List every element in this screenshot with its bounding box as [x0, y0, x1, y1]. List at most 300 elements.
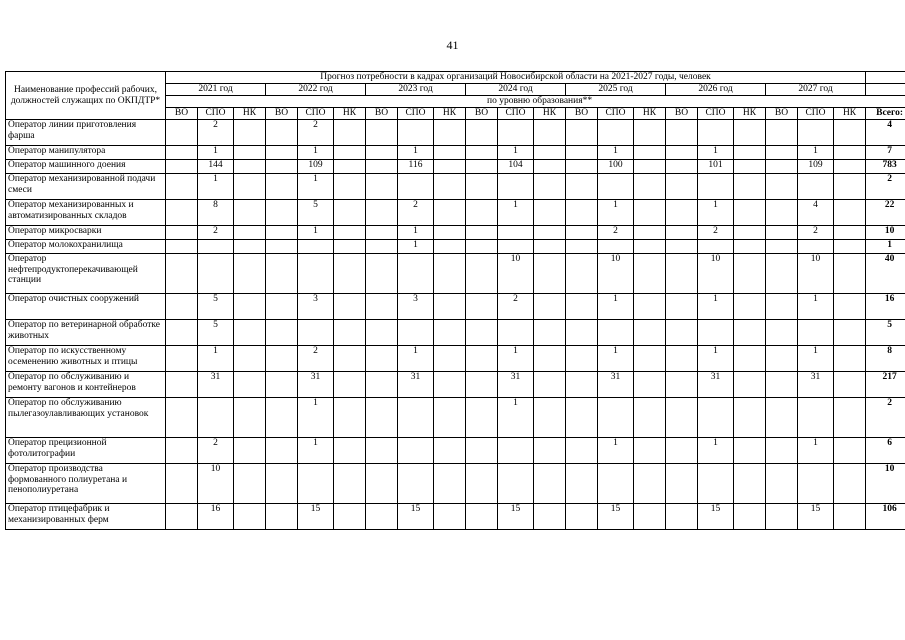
cell-spo: 2: [298, 120, 334, 146]
level-header: НК: [634, 108, 666, 120]
cell-vo: [166, 372, 198, 398]
cell-vo: [366, 464, 398, 504]
row-total: 106: [866, 504, 905, 530]
row-total: 5: [866, 320, 905, 346]
cell-nk: [534, 254, 566, 294]
cell-vo: [266, 320, 298, 346]
cell-vo: [466, 398, 498, 438]
cell-nk: [434, 226, 466, 240]
profession-name: Оператор по искусственному осеменению животных и птицы: [6, 346, 166, 372]
cell-spo: 15: [298, 504, 334, 530]
cell-spo: [298, 320, 334, 346]
cell-nk: [334, 398, 366, 438]
cell-vo: [466, 174, 498, 200]
cell-nk: [434, 346, 466, 372]
cell-nk: [334, 464, 366, 504]
cell-vo: [166, 240, 198, 254]
table-row: [6, 398, 905, 438]
cell-nk: [534, 320, 566, 346]
cell-nk: [334, 254, 366, 294]
cell-spo: [398, 438, 434, 464]
cell-nk: [434, 372, 466, 398]
cell-nk: [834, 372, 866, 398]
year-header: 2027 год: [766, 84, 866, 96]
cell-spo: [698, 464, 734, 504]
total-header: Всего:: [866, 108, 905, 120]
cell-nk: [734, 254, 766, 294]
cell-nk: [334, 120, 366, 146]
cell-vo: [766, 240, 798, 254]
cell-vo: [566, 294, 598, 320]
cell-nk: [234, 226, 266, 240]
cell-nk: [534, 372, 566, 398]
row-total: 16: [866, 294, 905, 320]
table-row: [6, 160, 905, 174]
cell-nk: [434, 398, 466, 438]
cell-spo: 2: [198, 120, 234, 146]
cell-spo: [798, 174, 834, 200]
cell-vo: [166, 464, 198, 504]
cell-vo: [466, 226, 498, 240]
cell-nk: [234, 346, 266, 372]
table-row: [6, 254, 905, 294]
table-row: [6, 226, 905, 240]
cell-nk: [334, 200, 366, 226]
row-total: 217: [866, 372, 905, 398]
cell-vo: [666, 464, 698, 504]
cell-nk: [734, 438, 766, 464]
cell-nk: [334, 294, 366, 320]
cell-spo: [698, 240, 734, 254]
cell-nk: [634, 146, 666, 160]
cell-spo: 1: [298, 146, 334, 160]
cell-spo: [498, 320, 534, 346]
cell-vo: [166, 398, 198, 438]
cell-spo: 1: [198, 346, 234, 372]
cell-nk: [234, 200, 266, 226]
cell-spo: [298, 464, 334, 504]
cell-nk: [234, 146, 266, 160]
cell-nk: [434, 254, 466, 294]
cell-spo: 31: [598, 372, 634, 398]
cell-spo: 10: [198, 464, 234, 504]
cell-vo: [566, 120, 598, 146]
year-header: 2024 год: [466, 84, 566, 96]
cell-nk: [634, 372, 666, 398]
cell-vo: [566, 254, 598, 294]
cell-nk: [234, 120, 266, 146]
cell-nk: [534, 160, 566, 174]
cell-vo: [166, 294, 198, 320]
profession-name: Оператор по обслуживанию и ремонту вагонов и контейнеров: [6, 372, 166, 398]
cell-spo: 15: [498, 504, 534, 530]
cell-vo: [666, 398, 698, 438]
level-header: СПО: [798, 108, 834, 120]
cell-nk: [834, 504, 866, 530]
cell-vo: [266, 464, 298, 504]
cell-vo: [466, 464, 498, 504]
cell-vo: [166, 160, 198, 174]
cell-vo: [166, 120, 198, 146]
cell-nk: [334, 438, 366, 464]
cell-spo: 1: [798, 294, 834, 320]
level-header: СПО: [598, 108, 634, 120]
cell-nk: [634, 120, 666, 146]
table-row: [6, 438, 905, 464]
cell-spo: 1: [598, 200, 634, 226]
cell-spo: 1: [798, 438, 834, 464]
cell-nk: [634, 160, 666, 174]
cell-nk: [634, 254, 666, 294]
cell-vo: [766, 254, 798, 294]
cell-vo: [566, 174, 598, 200]
cell-vo: [766, 294, 798, 320]
cell-spo: 4: [798, 200, 834, 226]
cell-vo: [566, 160, 598, 174]
row-total: 6: [866, 438, 905, 464]
forecast-title: Прогноз потребности в кадрах организаций Новосибирской области на 2021-2027 годы, человек: [166, 72, 866, 84]
year-header: 2021 год: [166, 84, 266, 96]
cell-nk: [634, 200, 666, 226]
cell-vo: [566, 464, 598, 504]
profession-name: Оператор механизированных и автоматизированных складов: [6, 200, 166, 226]
cell-vo: [366, 398, 398, 438]
cell-spo: 31: [498, 372, 534, 398]
cell-nk: [234, 160, 266, 174]
cell-vo: [266, 226, 298, 240]
table-row: [6, 120, 905, 146]
cell-nk: [634, 438, 666, 464]
row-total: 10: [866, 464, 905, 504]
cell-nk: [634, 464, 666, 504]
level-header: НК: [834, 108, 866, 120]
cell-spo: [698, 320, 734, 346]
cell-spo: 100: [598, 160, 634, 174]
cell-nk: [434, 146, 466, 160]
cell-spo: [498, 240, 534, 254]
cell-vo: [566, 146, 598, 160]
row-total: 2: [866, 398, 905, 438]
cell-nk: [234, 294, 266, 320]
cell-vo: [566, 346, 598, 372]
cell-nk: [534, 398, 566, 438]
cell-spo: 15: [798, 504, 834, 530]
level-header: ВО: [466, 108, 498, 120]
cell-nk: [734, 372, 766, 398]
cell-nk: [234, 240, 266, 254]
table-row: [6, 294, 905, 320]
cell-vo: [566, 240, 598, 254]
header-spacer: [866, 84, 905, 96]
cell-vo: [266, 120, 298, 146]
cell-nk: [834, 174, 866, 200]
cell-vo: [666, 254, 698, 294]
cell-vo: [266, 254, 298, 294]
level-header: СПО: [398, 108, 434, 120]
cell-vo: [366, 160, 398, 174]
cell-vo: [466, 120, 498, 146]
cell-nk: [234, 438, 266, 464]
cell-vo: [366, 240, 398, 254]
cell-spo: 31: [198, 372, 234, 398]
cell-spo: 15: [698, 504, 734, 530]
cell-spo: 1: [598, 294, 634, 320]
cell-nk: [334, 240, 366, 254]
cell-nk: [234, 504, 266, 530]
cell-spo: [398, 174, 434, 200]
cell-nk: [734, 120, 766, 146]
cell-spo: 10: [498, 254, 534, 294]
cell-spo: 10: [798, 254, 834, 294]
level-header: СПО: [698, 108, 734, 120]
cell-vo: [466, 372, 498, 398]
cell-spo: 1: [398, 346, 434, 372]
cell-vo: [166, 320, 198, 346]
cell-vo: [566, 200, 598, 226]
cell-nk: [734, 226, 766, 240]
cell-spo: 31: [798, 372, 834, 398]
cell-vo: [366, 174, 398, 200]
cell-spo: 2: [798, 226, 834, 240]
cell-nk: [634, 294, 666, 320]
cell-nk: [534, 294, 566, 320]
cell-vo: [566, 398, 598, 438]
cell-nk: [734, 398, 766, 438]
cell-spo: 2: [198, 438, 234, 464]
level-header: НК: [334, 108, 366, 120]
cell-nk: [534, 240, 566, 254]
cell-vo: [166, 504, 198, 530]
profession-name: Оператор манипулятора: [6, 146, 166, 160]
level-header: ВО: [366, 108, 398, 120]
cell-spo: 1: [298, 398, 334, 438]
level-header: ВО: [566, 108, 598, 120]
cell-spo: 8: [198, 200, 234, 226]
cell-spo: [698, 120, 734, 146]
cell-spo: [298, 254, 334, 294]
cell-spo: 1: [298, 438, 334, 464]
profession-name: Оператор птицефабрик и механизированных ферм: [6, 504, 166, 530]
cell-spo: [498, 120, 534, 146]
cell-vo: [366, 294, 398, 320]
level-header: НК: [734, 108, 766, 120]
cell-vo: [366, 226, 398, 240]
cell-vo: [766, 174, 798, 200]
cell-spo: 15: [398, 504, 434, 530]
level-header: ВО: [266, 108, 298, 120]
cell-spo: [698, 174, 734, 200]
cell-spo: 3: [298, 294, 334, 320]
cell-vo: [266, 346, 298, 372]
cell-nk: [534, 464, 566, 504]
cell-nk: [434, 504, 466, 530]
profession-name: Оператор по ветеринарной обработке животных: [6, 320, 166, 346]
cell-nk: [834, 200, 866, 226]
cell-spo: [398, 464, 434, 504]
cell-vo: [566, 372, 598, 398]
table-row: [6, 174, 905, 200]
cell-nk: [834, 254, 866, 294]
cell-vo: [466, 200, 498, 226]
cell-vo: [166, 254, 198, 294]
cell-nk: [634, 346, 666, 372]
cell-spo: 2: [598, 226, 634, 240]
cell-nk: [834, 346, 866, 372]
year-header: 2026 год: [666, 84, 766, 96]
cell-nk: [334, 320, 366, 346]
cell-nk: [734, 294, 766, 320]
cell-nk: [634, 226, 666, 240]
cell-spo: [598, 240, 634, 254]
cell-spo: 1: [698, 346, 734, 372]
cell-vo: [766, 372, 798, 398]
table-row: [6, 200, 905, 226]
cell-vo: [766, 398, 798, 438]
cell-spo: 3: [398, 294, 434, 320]
row-total: 10: [866, 226, 905, 240]
cell-vo: [666, 504, 698, 530]
cell-spo: 109: [298, 160, 334, 174]
cell-vo: [366, 200, 398, 226]
cell-spo: 1: [798, 346, 834, 372]
cell-vo: [766, 226, 798, 240]
profession-name: Оператор молокохранилища: [6, 240, 166, 254]
cell-vo: [766, 200, 798, 226]
table-row: [6, 146, 905, 160]
cell-nk: [234, 398, 266, 438]
cell-vo: [666, 226, 698, 240]
cell-vo: [266, 146, 298, 160]
cell-nk: [434, 200, 466, 226]
table-row: [6, 320, 905, 346]
cell-nk: [634, 174, 666, 200]
level-header: ВО: [666, 108, 698, 120]
cell-vo: [666, 346, 698, 372]
cell-spo: 109: [798, 160, 834, 174]
cell-spo: [398, 120, 434, 146]
cell-vo: [666, 200, 698, 226]
cell-vo: [266, 240, 298, 254]
cell-spo: 1: [298, 226, 334, 240]
cell-spo: 10: [698, 254, 734, 294]
cell-vo: [566, 320, 598, 346]
profession-name: Оператор прецизионной фотолитографии: [6, 438, 166, 464]
cell-nk: [234, 320, 266, 346]
year-header: 2022 год: [266, 84, 366, 96]
cell-vo: [266, 438, 298, 464]
row-total: 7: [866, 146, 905, 160]
cell-nk: [634, 504, 666, 530]
staffing-forecast-table: [5, 71, 905, 530]
cell-spo: 31: [298, 372, 334, 398]
row-total: 40: [866, 254, 905, 294]
cell-nk: [834, 160, 866, 174]
profession-name: Оператор микросварки: [6, 226, 166, 240]
year-header: 2025 год: [566, 84, 666, 96]
cell-vo: [466, 438, 498, 464]
cell-nk: [434, 438, 466, 464]
row-total: 22: [866, 200, 905, 226]
cell-nk: [834, 146, 866, 160]
cell-spo: 15: [598, 504, 634, 530]
cell-nk: [434, 174, 466, 200]
cell-vo: [366, 146, 398, 160]
header-row-title: [6, 72, 905, 84]
cell-vo: [666, 294, 698, 320]
level-header: СПО: [198, 108, 234, 120]
cell-nk: [334, 226, 366, 240]
profession-name: Оператор линии приготовления фарша: [6, 120, 166, 146]
cell-spo: [398, 398, 434, 438]
cell-nk: [734, 200, 766, 226]
cell-vo: [266, 372, 298, 398]
cell-nk: [434, 120, 466, 146]
cell-spo: 2: [698, 226, 734, 240]
cell-nk: [834, 464, 866, 504]
cell-vo: [666, 320, 698, 346]
cell-spo: [798, 398, 834, 438]
cell-nk: [434, 320, 466, 346]
level-header: СПО: [498, 108, 534, 120]
cell-spo: 1: [198, 146, 234, 160]
cell-spo: 2: [498, 294, 534, 320]
cell-vo: [266, 398, 298, 438]
cell-spo: [798, 120, 834, 146]
cell-vo: [666, 372, 698, 398]
cell-spo: 116: [398, 160, 434, 174]
cell-spo: 1: [498, 200, 534, 226]
cell-nk: [834, 398, 866, 438]
cell-nk: [834, 438, 866, 464]
cell-spo: 1: [598, 346, 634, 372]
cell-vo: [366, 372, 398, 398]
cell-vo: [166, 174, 198, 200]
cell-spo: [798, 240, 834, 254]
cell-vo: [366, 438, 398, 464]
cell-spo: [498, 464, 534, 504]
cell-spo: 144: [198, 160, 234, 174]
cell-nk: [734, 174, 766, 200]
cell-spo: 1: [298, 174, 334, 200]
profession-name: Оператор нефтепродуктоперекачивающей станции: [6, 254, 166, 294]
cell-nk: [534, 346, 566, 372]
cell-spo: 1: [698, 294, 734, 320]
cell-spo: [198, 240, 234, 254]
cell-vo: [266, 504, 298, 530]
cell-spo: 10: [598, 254, 634, 294]
cell-spo: 1: [698, 146, 734, 160]
cell-nk: [334, 160, 366, 174]
cell-spo: [798, 320, 834, 346]
cell-nk: [334, 372, 366, 398]
cell-spo: 1: [398, 226, 434, 240]
cell-vo: [266, 160, 298, 174]
cell-spo: 1: [798, 146, 834, 160]
cell-nk: [434, 294, 466, 320]
profession-name: Оператор машинного доения: [6, 160, 166, 174]
cell-spo: 1: [698, 200, 734, 226]
cell-vo: [566, 438, 598, 464]
education-level-header: по уровню образования**: [166, 96, 905, 108]
cell-vo: [366, 346, 398, 372]
cell-spo: 2: [398, 200, 434, 226]
cell-vo: [466, 160, 498, 174]
cell-spo: 1: [698, 438, 734, 464]
cell-vo: [766, 120, 798, 146]
cell-vo: [366, 320, 398, 346]
cell-vo: [266, 200, 298, 226]
row-total: 1: [866, 240, 905, 254]
